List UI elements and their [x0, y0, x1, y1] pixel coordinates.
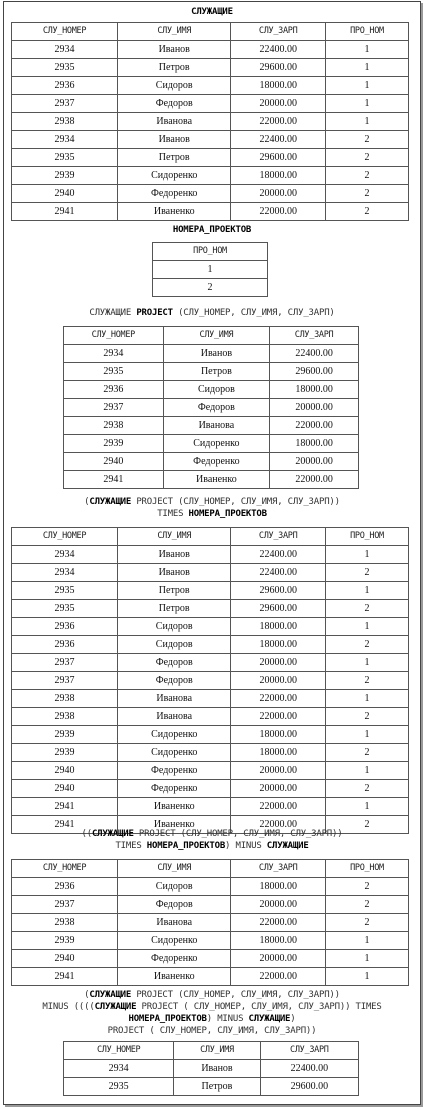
table-result: [63, 1041, 359, 1096]
table-cell: 2: [325, 816, 408, 834]
header-row: [12, 528, 409, 546]
table-cell: 29600.00: [231, 600, 326, 618]
table-cell: 29600.00: [231, 149, 326, 167]
table-cell: 22000.00: [231, 113, 326, 131]
table-cell: 2: [325, 564, 408, 582]
table-cell: Федоров: [118, 654, 231, 672]
expression-text: ): [290, 1014, 296, 1024]
caption-line: [4, 1025, 420, 1037]
header-row: [12, 23, 409, 41]
table-cell: 2936: [12, 636, 118, 654]
table-cell: 22400.00: [260, 1060, 358, 1078]
table-cell: 1: [325, 690, 408, 708]
table-cell: 2939: [12, 167, 118, 185]
table-cell: 22400.00: [231, 41, 326, 59]
relation-name: СЛУЖАЩИЕ: [91, 829, 134, 839]
table-row: [12, 932, 409, 950]
table-row: [153, 279, 268, 297]
table-cell: 2: [325, 203, 408, 221]
table-cell: 2: [325, 878, 408, 896]
table-cell: 2938: [12, 708, 118, 726]
table-cell: 2937: [12, 95, 118, 113]
table-cell: 22400.00: [231, 546, 326, 564]
table-cell: 2: [325, 896, 408, 914]
header-row: [64, 327, 359, 345]
table-cell: 22000.00: [231, 798, 326, 816]
table-cell: 2940: [12, 762, 118, 780]
table-cell: 2934: [12, 131, 118, 149]
table-cell: 2934: [64, 345, 164, 363]
caption-line: [4, 989, 420, 1001]
table-row: [64, 1078, 359, 1096]
table-cell: 20000.00: [231, 672, 326, 690]
table-cell: 29600.00: [231, 59, 326, 77]
table-row: [12, 780, 409, 798]
table-row: [12, 149, 409, 167]
table-cell: 2939: [12, 744, 118, 762]
table-cell: 2: [153, 279, 268, 297]
table-cell: 1: [325, 59, 408, 77]
caption: [4, 307, 420, 319]
table-cell: Сидоров: [118, 636, 231, 654]
table-cell: Федоренко: [118, 950, 231, 968]
table-cell: 2: [325, 600, 408, 618]
table-cell: 20000.00: [231, 185, 326, 203]
table-cell: 2939: [64, 435, 164, 453]
caption-line: [4, 224, 420, 236]
table-minus: [11, 859, 409, 986]
table-row: [64, 435, 359, 453]
table-cell: 1: [325, 932, 408, 950]
table-cell: Сидоренко: [118, 726, 231, 744]
table-cell: 2938: [12, 914, 118, 932]
table-row: [12, 618, 409, 636]
table-cell: 2936: [12, 77, 118, 95]
table-cell: Иванов: [163, 345, 270, 363]
table-cell: 20000.00: [270, 453, 359, 471]
column-header: СЛУ_НОМЕР: [64, 1042, 174, 1060]
table-row: [12, 744, 409, 762]
expression-text: MINUS ((((: [42, 1002, 95, 1012]
table-row: [12, 185, 409, 203]
table-cell: 20000.00: [231, 896, 326, 914]
table-cell: 2: [325, 744, 408, 762]
table-cell: Сидоров: [118, 77, 231, 95]
table-cell: Иваненко: [118, 968, 231, 986]
table-cell: 2940: [12, 950, 118, 968]
table-cell: 2: [325, 167, 408, 185]
table-cell: Федоренко: [118, 762, 231, 780]
table-cell: 2935: [64, 363, 164, 381]
table-cell: 1: [325, 654, 408, 672]
header-row: [12, 860, 409, 878]
table-cell: Федоров: [118, 672, 231, 690]
table-cell: 20000.00: [270, 399, 359, 417]
table-row: [64, 417, 359, 435]
table-row: [64, 471, 359, 489]
column-header: СЛУ_НОМЕР: [12, 860, 118, 878]
expression-text: (: [84, 497, 90, 507]
table-row: [12, 600, 409, 618]
table-cell: 20000.00: [231, 762, 326, 780]
table-cell: 22000.00: [231, 708, 326, 726]
document-page: [3, 1, 421, 1105]
expression-text: PROJECT ( СЛУ_НОМЕР, СЛУ_ИМЯ, СЛУ_ЗАРП)) TIMES: [136, 1002, 382, 1012]
table-cell: 2935: [64, 1078, 174, 1096]
table-cell: Федоров: [118, 896, 231, 914]
table-cell: 2939: [12, 932, 118, 950]
table-cell: 1: [325, 41, 408, 59]
table-cell: Петров: [118, 149, 231, 167]
table-cell: Иванова: [118, 113, 231, 131]
table-cell: 2: [325, 914, 408, 932]
caption-line: [4, 307, 420, 319]
table-cell: 2: [325, 131, 408, 149]
table-cell: 2934: [64, 1060, 174, 1078]
column-header: СЛУ_ИМЯ: [163, 327, 270, 345]
table-row: [12, 762, 409, 780]
table-cell: 18000.00: [231, 932, 326, 950]
expression-text: (: [84, 990, 90, 1000]
table-cell: Иванов: [174, 1060, 260, 1078]
table-row: [64, 345, 359, 363]
table-cell: 20000.00: [231, 654, 326, 672]
table-row: [12, 41, 409, 59]
expression-text: (СЛУ_НОМЕР, СЛУ_ИМЯ, СЛУ_ЗАРП): [172, 308, 335, 318]
table-employees: [11, 22, 409, 221]
table-cell: 2935: [12, 582, 118, 600]
table-cell: 29600.00: [270, 363, 359, 381]
table-row: [12, 59, 409, 77]
table-row: [12, 798, 409, 816]
table-cell: 2938: [12, 690, 118, 708]
column-header: СЛУ_ЗАРП: [231, 528, 326, 546]
table-cell: 2940: [64, 453, 164, 471]
table-cell: 1: [325, 950, 408, 968]
table-cell: 2934: [12, 546, 118, 564]
table-row: [12, 950, 409, 968]
table-cell: 2941: [12, 816, 118, 834]
column-header: СЛУ_ИМЯ: [118, 528, 231, 546]
table-cell: 1: [325, 77, 408, 95]
table-cell: 1: [325, 726, 408, 744]
table-cell: 2: [325, 708, 408, 726]
table-cell: 2941: [12, 798, 118, 816]
expression-text: TIMES: [115, 841, 147, 851]
caption: [4, 828, 420, 852]
expression-text: PROJECT (СЛУ_НОМЕР, СЛУ_ИМЯ, СЛУ_ЗАРП)): [131, 990, 340, 1000]
table-projection: [63, 326, 359, 489]
column-header: СЛУ_ЗАРП: [231, 23, 326, 41]
table-cell: 2938: [64, 417, 164, 435]
table-cell: Сидоренко: [163, 435, 270, 453]
table-cell: Иванова: [118, 690, 231, 708]
table-cell: 1: [325, 968, 408, 986]
table-cell: Иванов: [118, 41, 231, 59]
column-header: СЛУ_ИМЯ: [174, 1042, 260, 1060]
table-cell: 18000.00: [231, 636, 326, 654]
table-cell: Федоров: [118, 95, 231, 113]
column-header: СЛУ_НОМЕР: [12, 528, 118, 546]
table-cell: Иванова: [118, 914, 231, 932]
table-cell: 2936: [64, 381, 164, 399]
caption-line: [4, 6, 420, 18]
table-cell: 2: [325, 672, 408, 690]
caption-line: [4, 1013, 420, 1025]
caption: [4, 989, 420, 1037]
table-cell: 20000.00: [231, 950, 326, 968]
table-cell: Сидоренко: [118, 744, 231, 762]
table-cell: 2937: [12, 896, 118, 914]
column-header: ПРО_НОМ: [153, 243, 268, 261]
header-row: [64, 1042, 359, 1060]
expression-text: СЛУЖАЩИЕ: [89, 308, 137, 318]
column-header: ПРО_НОМ: [325, 860, 408, 878]
table-row: [12, 672, 409, 690]
table-cell: 22000.00: [231, 914, 326, 932]
table-cell: 1: [325, 762, 408, 780]
table-cell: 2936: [12, 618, 118, 636]
table-cell: 18000.00: [231, 744, 326, 762]
table-cell: Сидоренко: [118, 932, 231, 950]
column-header: СЛУ_ЗАРП: [270, 327, 359, 345]
relation-name: НОМЕРА_ПРОЕКТОВ: [172, 225, 252, 235]
column-header: СЛУ_НОМЕР: [12, 23, 118, 41]
table-cell: 2941: [12, 968, 118, 986]
caption-line: [4, 840, 420, 852]
relation-name: СЛУЖАЩИЕ: [191, 7, 233, 17]
table-cell: Сидоров: [118, 618, 231, 636]
table-cell: 20000.00: [231, 780, 326, 798]
table-row: [64, 1060, 359, 1078]
table-row: [12, 690, 409, 708]
column-header: СЛУ_ЗАРП: [231, 860, 326, 878]
column-header: СЛУ_НОМЕР: [64, 327, 164, 345]
table-cell: 2938: [12, 113, 118, 131]
table-cell: 2934: [12, 41, 118, 59]
expression-text: ((: [81, 829, 92, 839]
table-cell: Иваненко: [118, 203, 231, 221]
table-cell: Иванов: [118, 546, 231, 564]
expression-text: PROJECT (СЛУ_НОМЕР, СЛУ_ИМЯ, СЛУ_ЗАРП)): [131, 497, 340, 507]
table-cell: 2: [325, 780, 408, 798]
table-cell: 18000.00: [231, 167, 326, 185]
table-cell: Иваненко: [118, 798, 231, 816]
table-row: [64, 363, 359, 381]
caption: [4, 496, 420, 520]
table-cell: 1: [325, 95, 408, 113]
relation-name: СЛУЖАЩИЕ: [266, 841, 309, 851]
table-row: [12, 654, 409, 672]
table-cell: Федоренко: [118, 780, 231, 798]
table-cell: 2935: [12, 59, 118, 77]
table-cell: 2936: [12, 878, 118, 896]
table-cell: Иваненко: [118, 816, 231, 834]
table-projects: [152, 242, 268, 297]
table-cell: 18000.00: [231, 878, 326, 896]
table-cell: 18000.00: [231, 726, 326, 744]
expression-text: PROJECT ( СЛУ_НОМЕР, СЛУ_ИМЯ, СЛУ_ЗАРП)): [107, 1026, 317, 1036]
table-cell: 2937: [12, 672, 118, 690]
relation-name: НОМЕРА_ПРОЕКТОВ: [128, 1014, 207, 1024]
table-cell: 2940: [12, 185, 118, 203]
table-row: [153, 261, 268, 279]
table-row: [64, 399, 359, 417]
relation-name: PROJECT: [136, 308, 173, 318]
relation-name: СЛУЖАЩИЕ: [248, 1014, 291, 1024]
table-cell: 22000.00: [270, 417, 359, 435]
caption-line: [4, 508, 420, 520]
table-cell: 2937: [12, 654, 118, 672]
table-cell: 1: [153, 261, 268, 279]
caption-line: [4, 496, 420, 508]
table-cell: Петров: [118, 582, 231, 600]
table-row: [12, 726, 409, 744]
table-times: [11, 527, 409, 834]
table-row: [12, 546, 409, 564]
table-cell: 29600.00: [231, 582, 326, 600]
table-cell: 1: [325, 546, 408, 564]
table-row: [12, 636, 409, 654]
table-cell: 2941: [64, 471, 164, 489]
table-cell: 2937: [64, 399, 164, 417]
table-cell: Сидоров: [163, 381, 270, 399]
table-cell: 2934: [12, 564, 118, 582]
table-cell: Иванова: [163, 417, 270, 435]
table-cell: Петров: [174, 1078, 260, 1096]
table-row: [12, 77, 409, 95]
table-row: [12, 203, 409, 221]
table-cell: 1: [325, 798, 408, 816]
table-cell: 2935: [12, 149, 118, 167]
table-row: [64, 381, 359, 399]
table-cell: 20000.00: [231, 95, 326, 113]
caption-line: [4, 828, 420, 840]
table-cell: Федоров: [163, 399, 270, 417]
table-cell: 22000.00: [270, 471, 359, 489]
table-row: [12, 113, 409, 131]
relation-name: СЛУЖАЩИЕ: [94, 1002, 137, 1012]
table-cell: 2941: [12, 203, 118, 221]
relation-name: СЛУЖАЩИЕ: [89, 497, 132, 507]
caption: [4, 224, 420, 236]
table-cell: 22400.00: [231, 564, 326, 582]
table-cell: 18000.00: [270, 381, 359, 399]
table-row: [12, 95, 409, 113]
table-cell: 1: [325, 113, 408, 131]
table-cell: Иванов: [118, 131, 231, 149]
table-row: [12, 564, 409, 582]
table-row: [12, 968, 409, 986]
header-row: [153, 243, 268, 261]
table-cell: Сидоренко: [118, 167, 231, 185]
table-cell: Федоренко: [163, 453, 270, 471]
table-cell: 18000.00: [231, 77, 326, 95]
table-cell: Петров: [163, 363, 270, 381]
table-row: [12, 896, 409, 914]
caption-line: [4, 1001, 420, 1013]
table-cell: Петров: [118, 600, 231, 618]
caption: [4, 6, 420, 18]
table-cell: 18000.00: [231, 618, 326, 636]
table-cell: 2935: [12, 600, 118, 618]
table-row: [64, 453, 359, 471]
table-cell: 1: [325, 582, 408, 600]
table-cell: 22400.00: [231, 131, 326, 149]
table-cell: 29600.00: [260, 1078, 358, 1096]
table-cell: 22400.00: [270, 345, 359, 363]
table-cell: 2: [325, 636, 408, 654]
table-cell: Петров: [118, 59, 231, 77]
table-cell: 2940: [12, 780, 118, 798]
relation-name: СЛУЖАЩИЕ: [89, 990, 132, 1000]
expression-text: TIMES: [157, 509, 189, 519]
table-cell: 22000.00: [231, 968, 326, 986]
table-row: [12, 878, 409, 896]
column-header: СЛУ_ЗАРП: [260, 1042, 358, 1060]
table-row: [12, 131, 409, 149]
relation-name: НОМЕРА_ПРОЕКТОВ: [188, 509, 267, 519]
table-cell: 22000.00: [231, 203, 326, 221]
table-cell: Иванов: [118, 564, 231, 582]
column-header: ПРО_НОМ: [325, 23, 408, 41]
table-row: [12, 167, 409, 185]
table-cell: Федоренко: [118, 185, 231, 203]
table-cell: Иваненко: [163, 471, 270, 489]
column-header: СЛУ_ИМЯ: [118, 23, 231, 41]
table-cell: 1: [325, 618, 408, 636]
table-row: [12, 914, 409, 932]
expression-text: ) MINUS: [206, 1014, 249, 1024]
relation-name: НОМЕРА_ПРОЕКТОВ: [146, 841, 226, 851]
table-cell: 2: [325, 149, 408, 167]
table-cell: 2: [325, 185, 408, 203]
expression-text: PROJECT (СЛУ_НОМЕР, СЛУ_ИМЯ, СЛУ_ЗАРП)): [133, 829, 343, 839]
table-cell: 22000.00: [231, 690, 326, 708]
table-cell: 2939: [12, 726, 118, 744]
table-row: [12, 582, 409, 600]
expression-text: ) MINUS: [225, 841, 267, 851]
table-cell: Сидоров: [118, 878, 231, 896]
column-header: ПРО_НОМ: [325, 528, 408, 546]
table-row: [12, 708, 409, 726]
column-header: СЛУ_ИМЯ: [118, 860, 231, 878]
table-cell: 22000.00: [231, 816, 326, 834]
table-cell: Иванова: [118, 708, 231, 726]
table-cell: 18000.00: [270, 435, 359, 453]
